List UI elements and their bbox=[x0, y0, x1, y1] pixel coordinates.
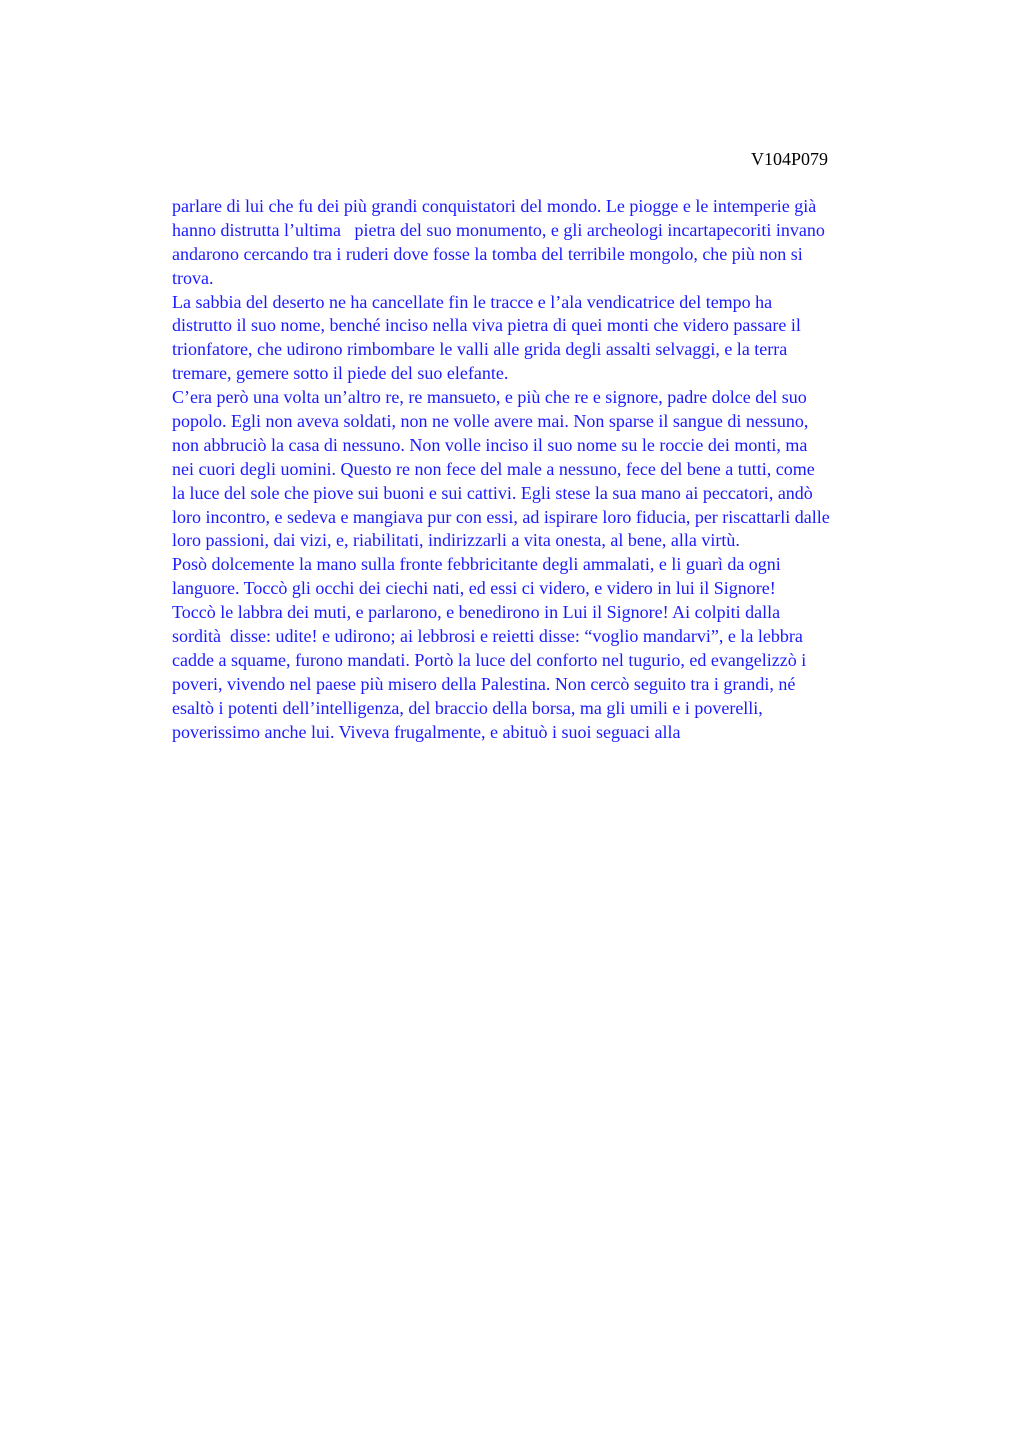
text-line: tremare, gemere sotto il piede del suo elefante. bbox=[172, 363, 509, 384]
text-line: cadde a squame, furono mandati. Portò la luce del conforto nel tugurio, ed evangelizzò i bbox=[172, 649, 807, 670]
text-line: nei cuori degli uomini. Questo re non fece del male a nessuno, fece del bene a tutti, come bbox=[172, 458, 815, 479]
text-line: loro incontro, e sedeva e mangiava pur con essi, ad ispirare loro fiducia, per riscattarli dalle bbox=[172, 506, 830, 527]
text-line: trova. bbox=[172, 267, 214, 288]
text-line: esaltò i potenti dell’intelligenza, del braccio della borsa, ma gli umili e i poverelli, bbox=[172, 697, 763, 718]
body-text bbox=[172, 195, 952, 744]
text-line: C’era però una volta un’altro re, re mansueto, e più che re e signore, padre dolce del suo bbox=[172, 387, 807, 408]
text-line: parlare di lui che fu dei più grandi conquistatori del mondo. Le piogge e le intemperie già bbox=[172, 196, 817, 216]
text-line: poveri, vivendo nel paese più misero della Palestina. Non cercò seguito tra i grandi, né bbox=[172, 673, 796, 694]
text-line: poverissimo anche lui. Viveva frugalmente, e abituò i suoi seguaci alla bbox=[172, 721, 681, 742]
text-line: Toccò le labbra dei muti, e parlarono, e benedirono in Lui il Signore! Ai colpiti dalla bbox=[172, 602, 781, 623]
text-line: La sabbia del deserto ne ha cancellate fin le tracce e l’ala vendicatrice del tempo ha bbox=[172, 291, 773, 312]
text-line: loro passioni, dai vizi, e, riabilitati, indirizzarli a vita onesta, al bene, alla virtù. bbox=[172, 530, 740, 551]
text-line: andarono cercando tra i ruderi dove fosse la tomba del terribile mongolo, che più non si bbox=[172, 243, 803, 264]
page-identifier: V104P079 bbox=[751, 149, 829, 169]
text-line: la luce del sole che piove sui buoni e sui cattivi. Egli stese la sua mano ai peccatori, andò bbox=[172, 482, 813, 503]
text-line: sordità disse: udite! e udirono; ai lebbrosi e reietti disse: “voglio mandarvi”, e la lebbra bbox=[172, 626, 803, 647]
text-line: popolo. Egli non aveva soldati, non ne volle avere mai. Non sparse il sangue di nessuno, bbox=[172, 411, 809, 432]
text-line: distrutto il suo nome, benché inciso nella viva pietra di quei monti che videro passare il bbox=[172, 315, 801, 336]
text-line: hanno distrutta l’ultima pietra del suo monumento, e gli archeologi incartapecoriti invano bbox=[172, 219, 825, 240]
text-line: Posò dolcemente la mano sulla fronte febbricitante degli ammalati, e li guarì da ogni bbox=[172, 554, 781, 575]
text-line: languore. Toccò gli occhi dei ciechi nati, ed essi ci videro, e videro in lui il Signore! bbox=[172, 578, 776, 599]
text-line: non abbruciò la casa di nessuno. Non volle inciso il suo nome su le roccie dei monti, ma bbox=[172, 434, 808, 455]
text-line: trionfatore, che udirono rimbombare le valli alle grida degli assalti selvaggi, e la terra bbox=[172, 339, 788, 360]
